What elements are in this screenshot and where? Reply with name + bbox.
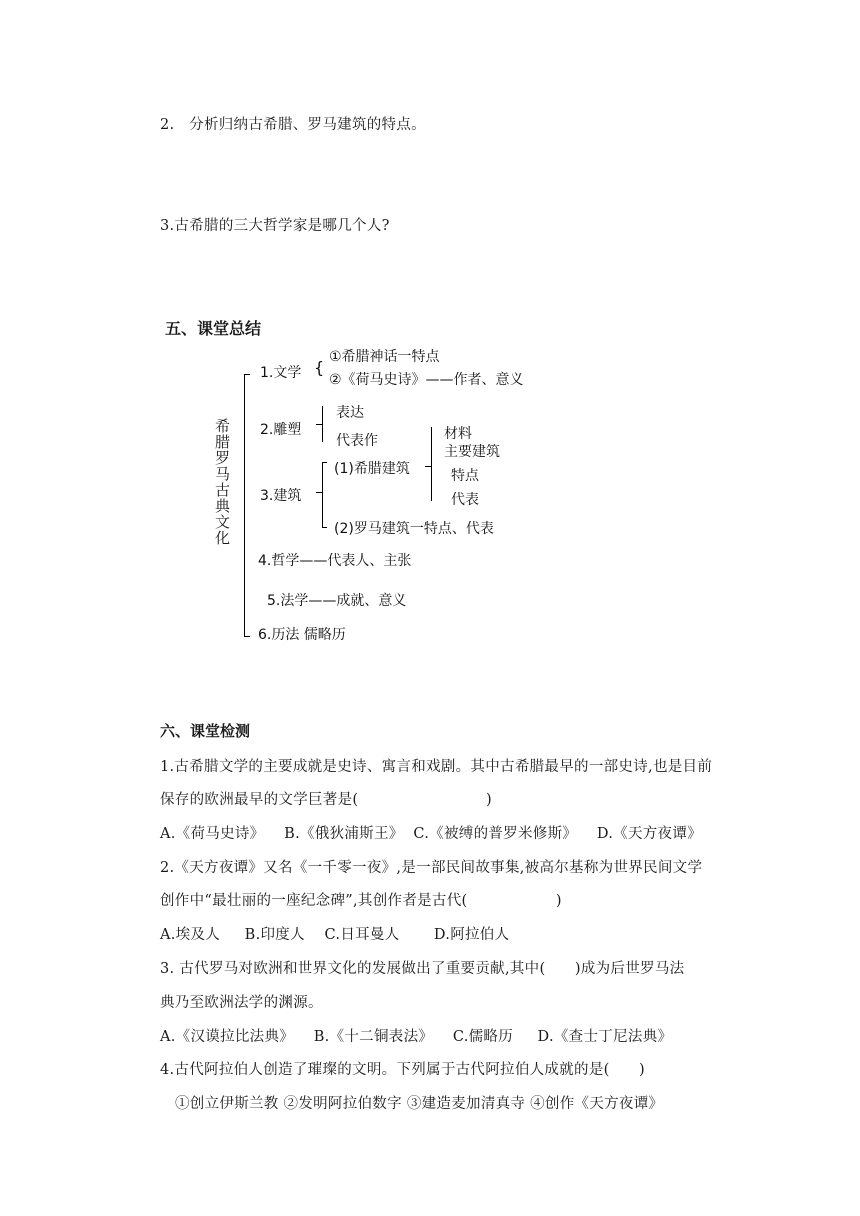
architecture-bracket (322, 462, 323, 528)
architecture-bracket-tick (316, 492, 322, 493)
diagram-sculpture: 2.雕塑 (260, 422, 302, 438)
greek-item-1: 材料 (444, 426, 472, 442)
q1-options: A.《荷马史诗》 B.《俄狄浦斯王》 C.《被缚的普罗米修斯》 D.《天方夜谭》 (160, 826, 702, 842)
section-5-title: 五、课堂总结 (165, 319, 262, 338)
q3-options: A.《汉谟拉比法典》 B.《十二铜表法》 C.儒略历 D.《查士丁尼法典》 (160, 1029, 673, 1045)
q3-line-1: 3. 古代罗马对欧洲和世界文化的发展做出了重要贡献,其中( )成为后世罗马法 (160, 961, 685, 977)
greek-item-2: 主要建筑 (444, 444, 500, 460)
main-bracket-bottom (244, 636, 250, 637)
diagram-architecture: 3.建筑 (260, 488, 302, 504)
q1-line-1: 1.古希腊文学的主要成就是史诗、寓言和戏剧。其中古希腊最早的一部史诗,也是目前 (160, 759, 713, 775)
q4-line-1: 4.古代阿拉伯人创造了璀璨的文明。下列属于古代阿拉伯人成就的是( ) (160, 1062, 646, 1078)
architecture-roman: (2)罗马建筑一特点、代表 (334, 521, 494, 537)
question-3-top: 3.古希腊的三大哲学家是哪几个人? (160, 218, 390, 234)
diagram-calendar: 6.历法 儒略历 (258, 627, 346, 643)
section-6-title: 六、课堂检测 (160, 722, 251, 740)
main-bracket (244, 374, 245, 637)
q2-line-2: 创作中“最壮丽的一座纪念碑”,其创作者是古代( ) (160, 893, 562, 909)
literature-brace: { (314, 358, 325, 377)
diagram-philosophy: 4.哲学——代表人、主张 (258, 553, 412, 569)
architecture-greek: (1)希腊建筑 (334, 461, 410, 477)
greek-item-3: 特点 (451, 468, 479, 484)
diagram-root-title: 希腊罗马古典文化 (213, 418, 231, 546)
diagram-literature: 1.文学 (260, 365, 302, 381)
q3-line-2: 典乃至欧洲法学的渊源。 (160, 995, 323, 1011)
greek-item-4: 代表 (451, 492, 479, 508)
literature-sub-1: ①希腊神话一特点 (329, 349, 440, 365)
sculpture-sub-2: 代表作 (336, 433, 378, 449)
greek-bracket-tick (425, 466, 431, 467)
q1-line-2: 保存的欧洲最早的文学巨著是( ) (160, 792, 492, 808)
sculpture-bracket-tick (316, 424, 322, 425)
main-bracket-top (244, 374, 250, 375)
architecture-bracket-bottom (322, 527, 327, 528)
architecture-bracket-top (322, 462, 327, 463)
sculpture-sub-1: 表达 (336, 405, 364, 421)
q2-line-1: 2.《天方夜谭》又名《一千零一夜》,是一部民间故事集,被高尔基称为世界民间文学 (160, 860, 703, 876)
literature-sub-2: ②《荷马史诗》——作者、意义 (329, 372, 524, 388)
question-2-top: 2. 分析归纳古希腊、罗马建筑的特点。 (160, 117, 426, 133)
q4-items: ①创立伊斯兰教 ②发明阿拉伯数字 ③建造麦加清真寺 ④创作《天方夜谭》 (175, 1096, 664, 1112)
diagram-law: 5.法学——成就、意义 (267, 593, 407, 609)
greek-bracket (431, 427, 432, 501)
q2-options: A.埃及人 B.印度人 C.日耳曼人 D.阿拉伯人 (160, 927, 510, 943)
sculpture-bracket (322, 406, 323, 442)
